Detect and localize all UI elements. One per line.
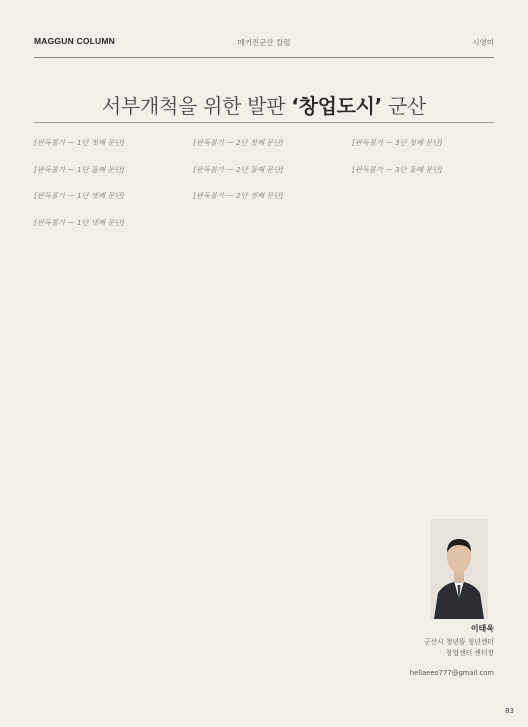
title-suffix: 군산 (381, 94, 427, 118)
author-role: 군산시 청년뜰 청년센터 창업센터 센터장 (424, 638, 494, 657)
body-column-2 (193, 136, 333, 216)
paragraph: [판독불가 — 1단 넷째 문단] (34, 217, 125, 227)
body-column-1 (34, 136, 174, 242)
author-name: 이태욱 (470, 624, 494, 633)
body-column-3 (352, 136, 492, 189)
section-label: MAGGUN COLUMN (34, 36, 115, 46)
paragraph: [판독불가 — 1단 첫째 문단] (34, 138, 125, 147)
author-box (352, 519, 494, 704)
author-photo (430, 519, 488, 619)
paragraph: [판독불가 — 1단 셋째 문단] (34, 191, 125, 201)
author-email: hellaeeo777@gmail.com (409, 669, 494, 677)
title-emphasis: ‘창업도시’ (291, 94, 382, 118)
page-number: 83 (505, 707, 514, 715)
paragraph: [판독불가 — 3단 첫째 문단] (352, 138, 443, 147)
paragraph: [판독불가 — 3단 둘째 문단] (352, 164, 443, 174)
article-title (0, 90, 528, 119)
header-author: 시영미 (472, 38, 494, 47)
title-divider (34, 122, 494, 123)
paragraph: [판독불가 — 2단 첫째 문단] (193, 138, 284, 147)
page-header (34, 28, 494, 58)
column-label: 매거진군산 칼럼 (237, 38, 291, 47)
paragraph: [판독불가 — 2단 셋째 문단] (193, 191, 284, 201)
title-main: 서부개척을 위한 발판 (101, 94, 292, 118)
author-portrait-icon (430, 519, 488, 619)
paragraph: [판독불가 — 1단 둘째 문단] (34, 164, 125, 174)
paragraph: [판독불가 — 2단 둘째 문단] (193, 164, 284, 174)
